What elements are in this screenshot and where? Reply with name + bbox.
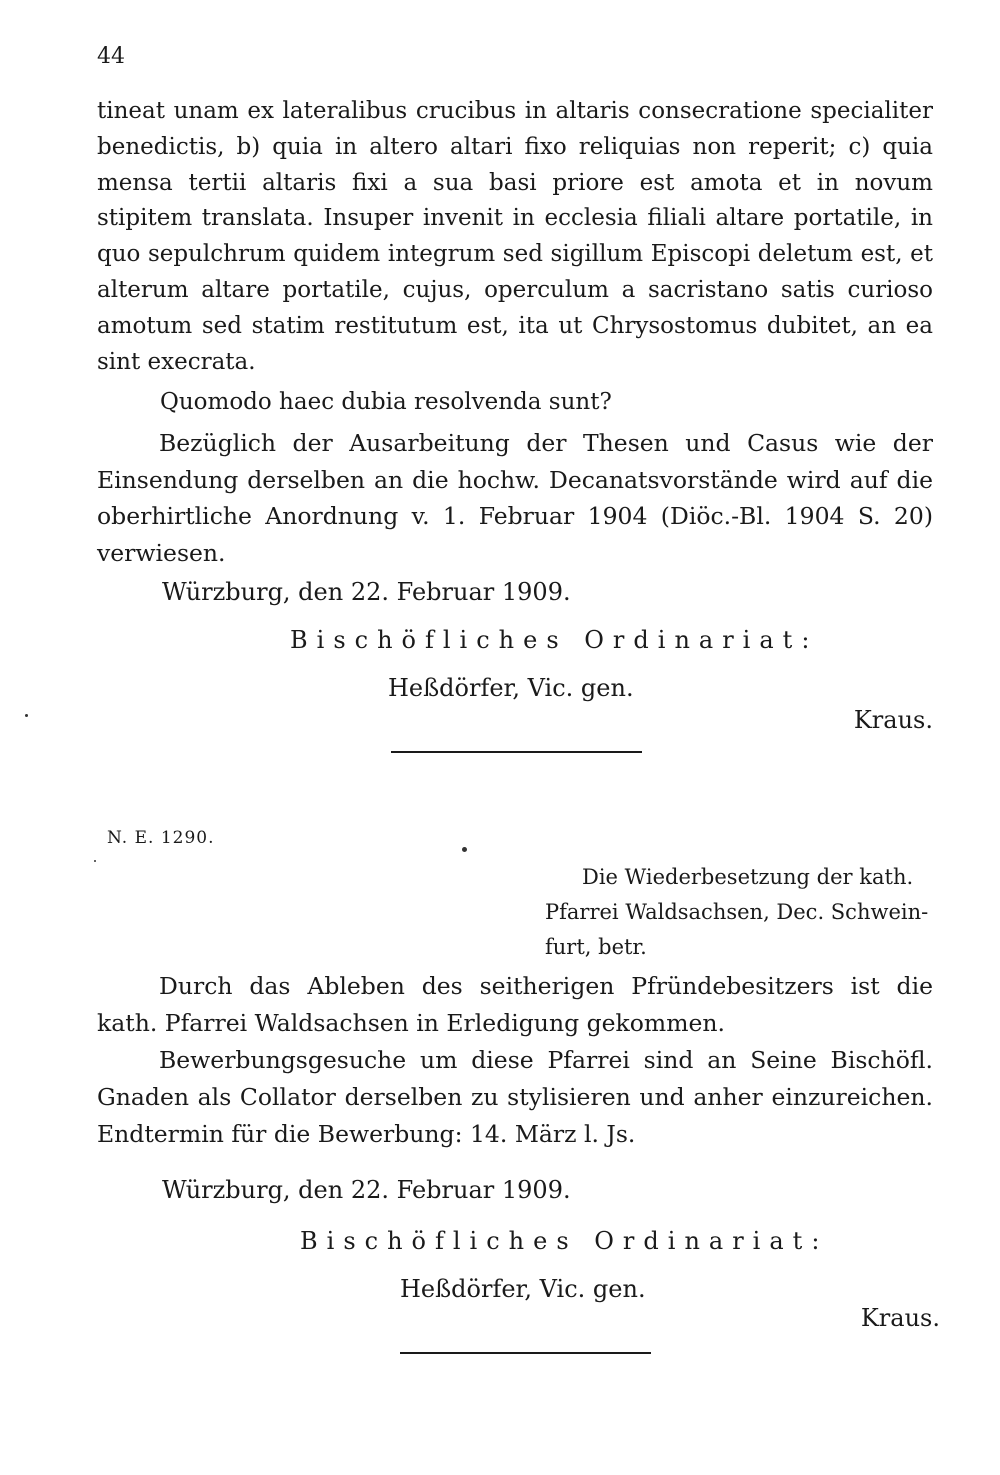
subject-line: Pfarrei Waldsachsen, Dec. Schwein- <box>545 900 929 924</box>
authority-heading: Bischöfliches Ordinariat: <box>290 626 819 654</box>
reference-number: N. E. 1290. <box>107 828 215 848</box>
german-paragraph: Bezüglich der Ausarbeitung der Thesen und Casus wie der Einsendung derselben an die hochw. Decanatsvorstände wird auf die oberhirtliche Anordnung v. 1. Februar 1904 (Diöc.-Bl. 1904 S. 20) verwiesen. <box>97 429 933 567</box>
question-line: Quomodo haec dubia resolvenda sunt? <box>160 389 612 415</box>
section-divider <box>391 751 642 753</box>
subject-line: Die Wiederbesetzung der kath. <box>582 865 914 889</box>
page-number: 44 <box>97 44 125 69</box>
signatory: Heßdörfer, Vic. gen. <box>400 1275 646 1303</box>
countersign: Kraus. <box>860 1304 940 1332</box>
subject-line: furt, betr. <box>545 935 647 959</box>
authority-heading: Bischöfliches Ordinariat: <box>300 1227 829 1255</box>
scan-speck <box>462 847 467 852</box>
latin-paragraph: tineat unam ex lateralibus crucibus in altaris consecratione specialiter benedictis, b) quia in altero altari fixo reliquias non reperit; c) quia mensa tertii altaris fixi a sua basi priore est amota et in novum stipitem translata. Insuper invenit in ecclesia filiali altare portatile, in quo sepulchrum quidem integrum sed sigillum Episcopi deletum est, et alterum altare portatile, cujus, operculum a sacristano satis curioso amotum sed statim restitutum est, ita ut Chrysostomus dubitet, an ea sint execrata. <box>97 98 933 375</box>
place-date: Würzburg, den 22. Februar 1909. <box>162 1176 571 1204</box>
closing-divider <box>400 1352 651 1354</box>
scan-speck <box>25 714 28 717</box>
signatory: Heßdörfer, Vic. gen. <box>388 674 634 702</box>
vacancy-paragraph: Durch das Ableben des seitherigen Pfründebesitzers ist die kath. Pfarrei Waldsachsen in Erledigung gekommen. <box>97 972 933 1037</box>
place-date: Würzburg, den 22. Februar 1909. <box>162 578 571 606</box>
countersign: Kraus. <box>853 706 933 734</box>
subject-block <box>545 860 935 965</box>
scan-speck <box>94 860 96 862</box>
application-paragraph: Bewerbungsgesuche um diese Pfarrei sind an Seine Bischöfl. Gnaden als Collator derselben zu stylisieren und anher einzureichen. Endtermin für die Bewerbung: 14. März l. Js. <box>97 1046 933 1148</box>
